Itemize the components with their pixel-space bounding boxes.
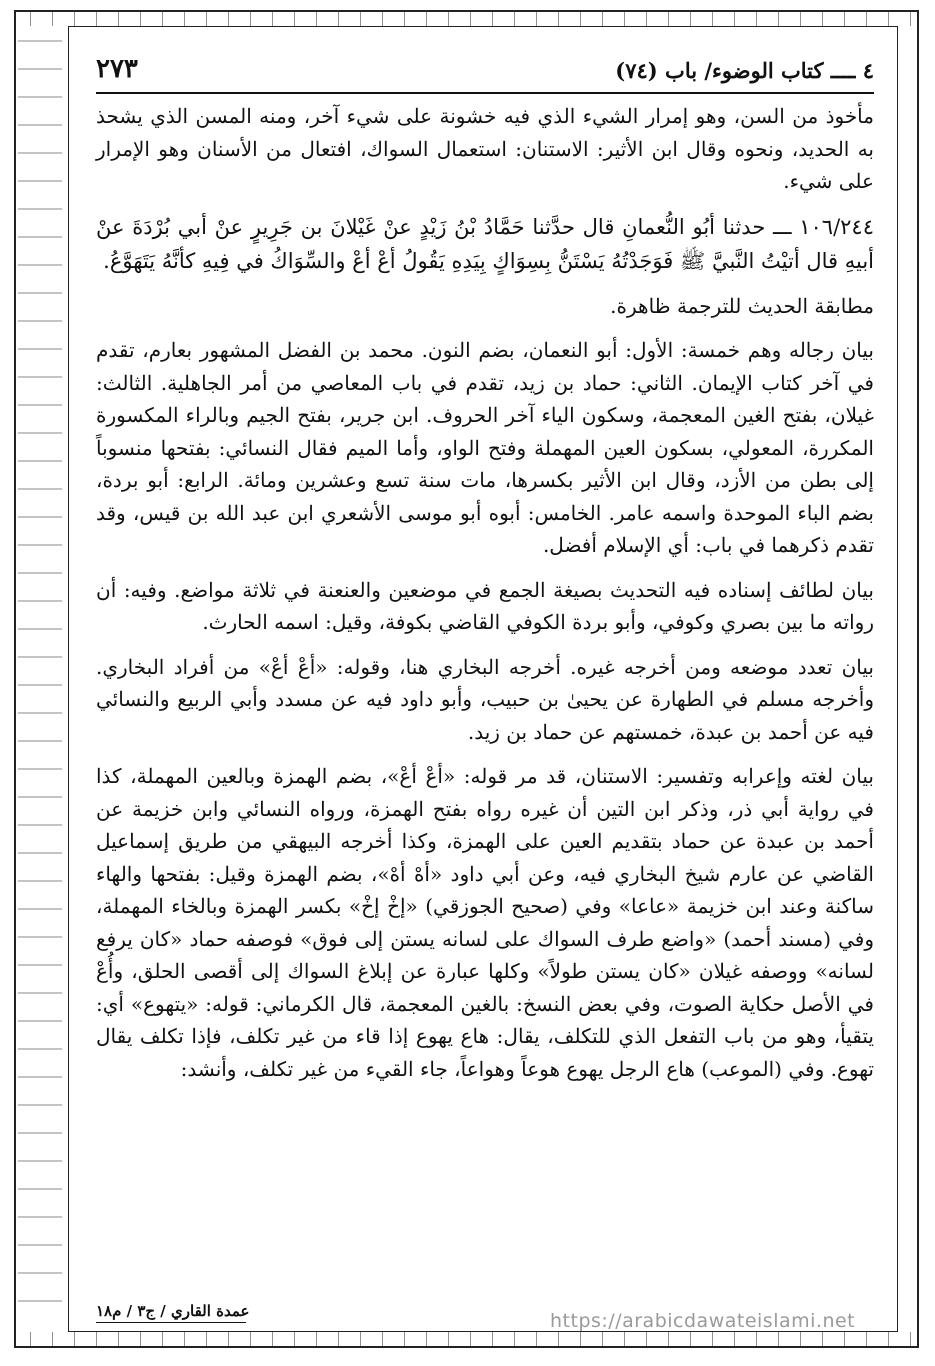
page-body — [96, 100, 874, 1097]
watermark-url: https://arabicdawateislami.net — [550, 1310, 856, 1332]
paragraph-narrators: بيان رجاله وهم خمسة: الأول: أبو النعمان، بضم النون. محمد بن الفضل المشهور بعارم، تقدم في آخر كتاب الإيمان. الثاني: حماد بن زيد، تقدم في باب المعاصي من أمر الجاهلية. الثالث: غيلان، بفتح الغين المعجمة، وسكون الياء آخر الحروف. ابن جرير، بفتح الجيم وبالراء المكسورة المكررة، المعولي، بسكون العين المهملة وفتح الواو، وأما الميم فقال النسائي: بفتحها منسوباً إلى بطن من الأزد، وقال ابن الأثير بكسرها، مات سنة تسع وعشرين ومائة. الرابع: أبو بردة، بضم الباء الموحدة واسمه عامر. الخامس: أبوه أبو موسى الأشعري ابن عبد الله بن قيس، وقد تقدم ذكرهما في باب: أي الإسلام أفضل. — [96, 338, 874, 557]
paragraph-sources: بيان تعدد موضعه ومن أخرجه غيره. أخرجه البخاري هنا، وقوله: «أعْ أعْ» من أفراد البخاري. وأخرجه مسلم في الطهارة عن يحيىٰ بن حبيب، وأبو داود فيه عن مسدد وأبي الربيع والنسائي فيه عن أحمد بن عبدة، خمستهم عن حماد بن زيد. — [96, 654, 874, 744]
left-ornament — [18, 28, 62, 1328]
top-ornament — [20, 12, 913, 26]
paragraph-language: بيان لغته وإعرابه وتفسير: الاستنان، قد مر قوله: «أعْ أعْ»، بضم الهمزة وبالعين المهملة، كذا في رواية أبي ذر، وذكر ابن التين أن غيره رواه بفتح الهمزة، ورواه النسائي وابن خزيمة عن أحمد بن عبدة عن حماد بتقديم العين على الهمزة، وكذا أخرجه البيهقي من طريق إسماعيل القاضي عن عارم شيخ البخاري فيه، وعن أبي داود «أهْ أهْ»، بضم الهمزة وقيل: بفتحها والهاء ساكنة وعند ابن خزيمة «عاعا» وفي (صحيح الجوزقي) «إخْ إخْ» بكسر الهمزة وبالخاء المهملة، وفي (مسند أحمد) «واضع طرف السواك على لسانه يستن إلى فوق» فوصفه حماد «كان يرفع لسانه» ووصفه غيلان «كان يستن طولاً» وكلها عبارة عن إبلاغ السواك إلى أقصى الحلق، وأُعْ في الأصل حكاية الصوت، وفي بعض النسخ: بالغين المعجمة، قال الكرماني: قوله: «يتهوع» أي: يتقيأ، وهو من باب التفعل الذي للتكلف، يقال: هاع يهوع إذا قاء من غير تكلف، فإذا تكلف يقال تهوع. وفي (الموعب) هاع الرجل يهوع هوعاً وهواعاً، جاء القيء من غير تكلف، وأنشد: — [96, 764, 874, 1081]
paragraph-isnad: بيان لطائف إسناده فيه التحديث بصيغة الجمع في موضعين والعنعنة في ثلاثة مواضع. وفيه: أن رواته ما بين بصري وكوفي، وأبو بردة الكوفي القاضي بكوفة، وقيل: اسمه الحارث. — [96, 577, 874, 634]
hadith-text: ١٠٦/٢٤٤ ـــ حدثنا أبُو النُّعمانِ قال حدَّثنا حَمَّادُ بْنُ زَيْدٍ عنْ غَيْلانَ بن جَرِيرٍ عنْ أبي بُرْدَةَ عنْ أبيهِ قال أتيْتُ النَّبيَّ ﷺ فَوَجَدْتُهُ يَسْتَنُّ بِسِوَاكٍ بِيَدِهِ يَقُولُ أعْ أعْ والسِّوَاكُ في فِيهِ كأنَّهُ يَتَهَوَّعُ. — [96, 214, 874, 273]
header-divider — [96, 92, 874, 94]
page-number: ٢٧٣ — [96, 54, 138, 84]
bottom-ornament — [20, 1332, 913, 1346]
paragraph-intro: مأخوذ من السن، وهو إمرار الشيء الذي فيه خشونة على شيء آخر، ومنه المسن الذي يشحذ به الحديد، ونحوه وقال ابن الأثير: الاستنان: استعمال السواك، افتعال من الأسنان وهو الإمرار على شيء. — [96, 104, 874, 193]
paragraph-matching: مطابقة الحديث للترجمة ظاهرة. — [610, 293, 874, 318]
source-reference: عمدة القاري / ج٣ / م١٨ — [96, 1302, 250, 1320]
running-title: ٤ ــــ كتاب الوضوء/ باب (٧٤) — [615, 58, 874, 83]
footer-divider — [96, 1322, 246, 1323]
page-header — [96, 54, 874, 90]
